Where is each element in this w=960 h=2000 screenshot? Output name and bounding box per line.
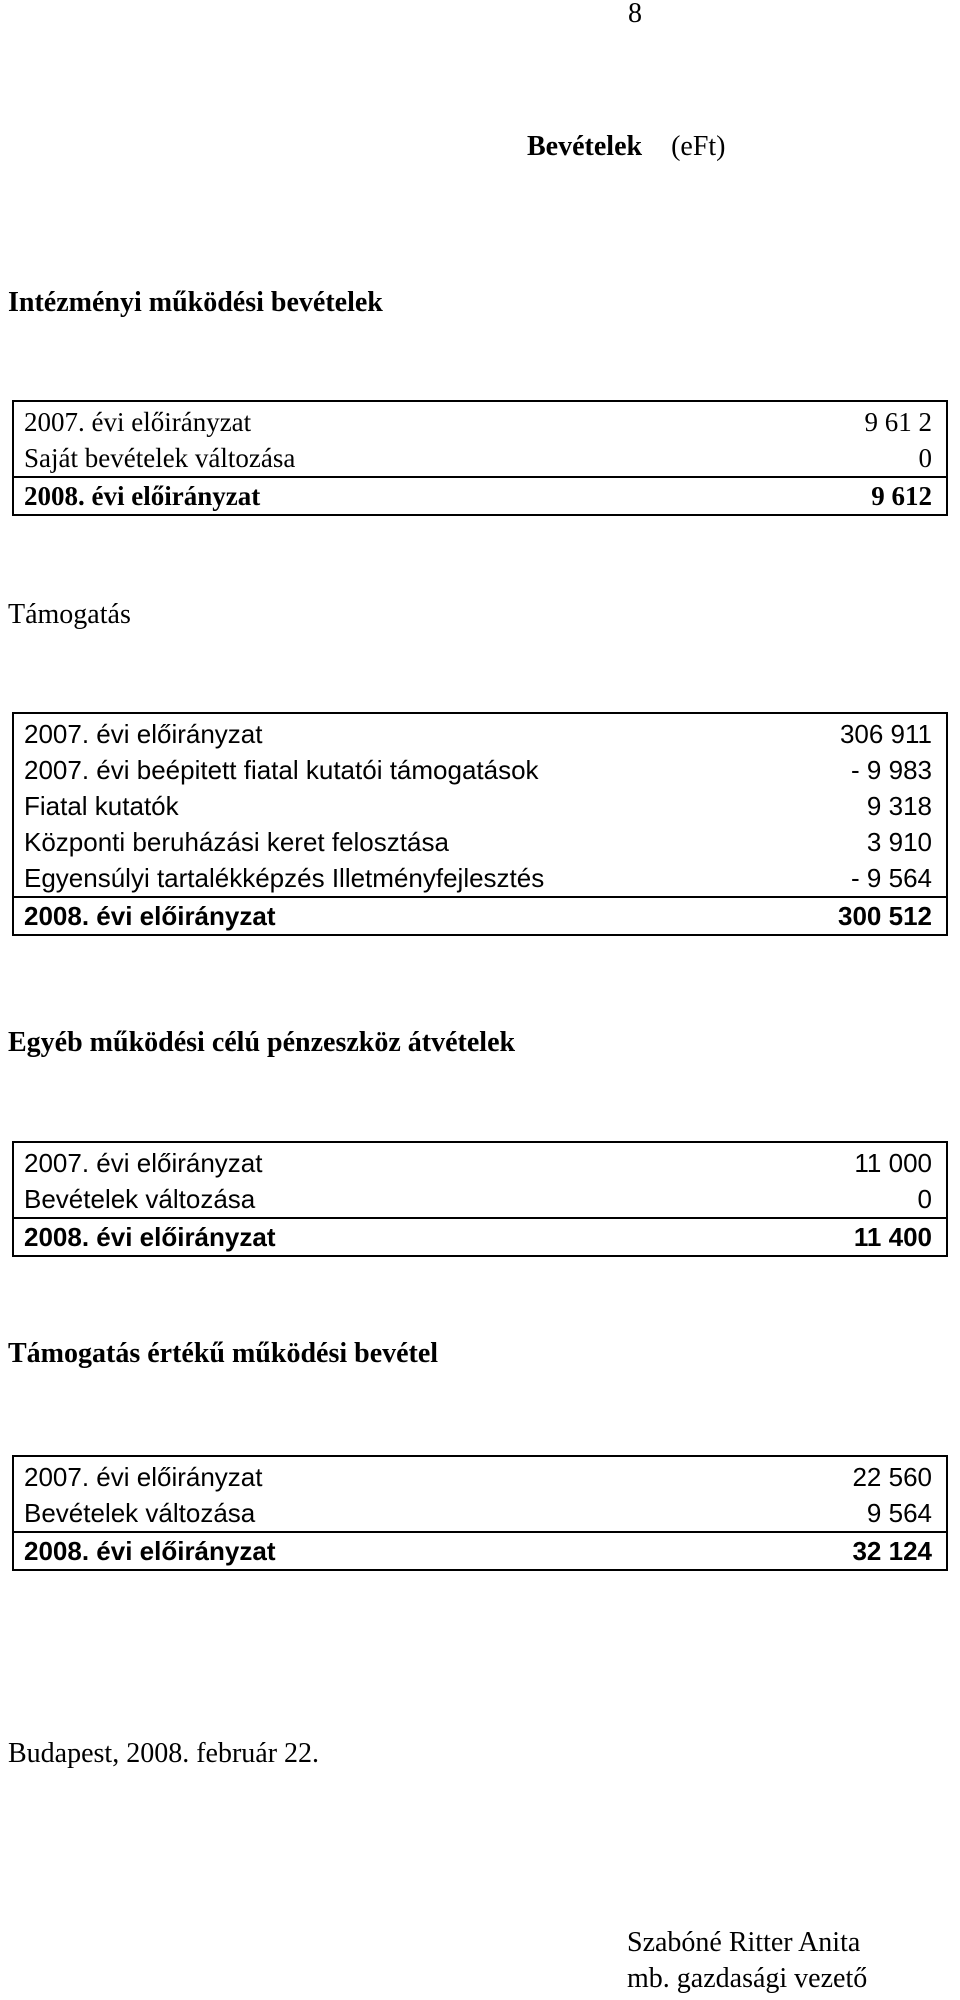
row-value: 9 318 — [866, 791, 932, 821]
signature-block — [627, 1925, 867, 1997]
row-value: 3 910 — [866, 827, 932, 857]
row-label: 2007. évi előirányzat — [24, 719, 263, 749]
row-value: 9 564 — [866, 1498, 932, 1528]
table-row — [24, 1459, 932, 1495]
row-label: 2007. évi előirányzat — [24, 407, 252, 437]
row-value: 0 — [917, 1184, 932, 1214]
total-row — [14, 1531, 946, 1569]
table-row — [24, 716, 932, 752]
total-label: 2008. évi előirányzat — [24, 901, 276, 931]
title-main: Bevételek — [527, 131, 643, 162]
row-label: Saját bevételek változása — [24, 443, 296, 473]
table-row — [24, 404, 932, 440]
document-title — [527, 130, 726, 164]
row-label: Központi beruházási keret felosztása — [24, 827, 449, 857]
signature-name: Szabóné Ritter Anita — [627, 1927, 861, 1958]
row-value: 22 560 — [852, 1462, 932, 1492]
total-value: 9 612 — [871, 481, 932, 511]
section-heading-egyeb: Egyéb működési célú pénzeszköz átvételek — [8, 1027, 516, 1058]
row-value: 0 — [918, 443, 932, 473]
page-number: 8 — [628, 0, 642, 29]
row-label: 2007. évi előirányzat — [24, 1462, 263, 1492]
row-value: - 9 564 — [851, 863, 932, 893]
table-row — [24, 440, 932, 476]
row-label: 2007. évi beépitett fiatal kutatói támogatások — [24, 755, 539, 785]
table-row — [24, 1181, 932, 1217]
place-date: Budapest, 2008. február 22. — [8, 1738, 320, 1769]
total-row — [14, 896, 946, 934]
table-row — [24, 752, 932, 788]
table-tamogatas — [12, 712, 948, 936]
table-tamogatas-erteku — [12, 1455, 948, 1571]
table-intezmenyi — [12, 400, 948, 516]
row-label: Egyensúlyi tartalékképzés Illetményfejlesztés — [24, 863, 545, 893]
row-label: Bevételek változása — [24, 1498, 256, 1528]
table-row — [24, 1145, 932, 1181]
row-value: 306 911 — [839, 719, 932, 749]
row-label: Fiatal kutatók — [24, 791, 179, 821]
section-heading-intezmenyi: Intézményi működési bevételek — [8, 287, 383, 318]
row-value: 11 000 — [854, 1148, 932, 1178]
row-value: - 9 983 — [851, 755, 932, 785]
row-value: 9 61 2 — [864, 407, 932, 437]
section-heading-tamogatas: Támogatás — [8, 599, 131, 630]
total-label: 2008. évi előirányzat — [24, 1222, 276, 1252]
row-label: 2007. évi előirányzat — [24, 1148, 263, 1178]
signature-role: mb. gazdasági vezető — [627, 1963, 868, 1994]
total-row — [14, 1217, 946, 1255]
total-label: 2008. évi előirányzat — [24, 1536, 276, 1566]
table-row — [24, 824, 932, 860]
section-heading-tamogatas-erteku: Támogatás értékű működési bevétel — [8, 1338, 439, 1369]
total-row — [14, 476, 946, 514]
table-row — [24, 1495, 932, 1531]
table-row — [24, 788, 932, 824]
title-unit: (eFt) — [671, 131, 726, 162]
total-value: 11 400 — [853, 1222, 932, 1252]
total-value: 300 512 — [838, 901, 932, 931]
total-label: 2008. évi előirányzat — [24, 481, 261, 511]
total-value: 32 124 — [852, 1536, 932, 1566]
table-row — [24, 860, 932, 896]
row-label: Bevételek változása — [24, 1184, 256, 1214]
table-egyeb — [12, 1141, 948, 1257]
